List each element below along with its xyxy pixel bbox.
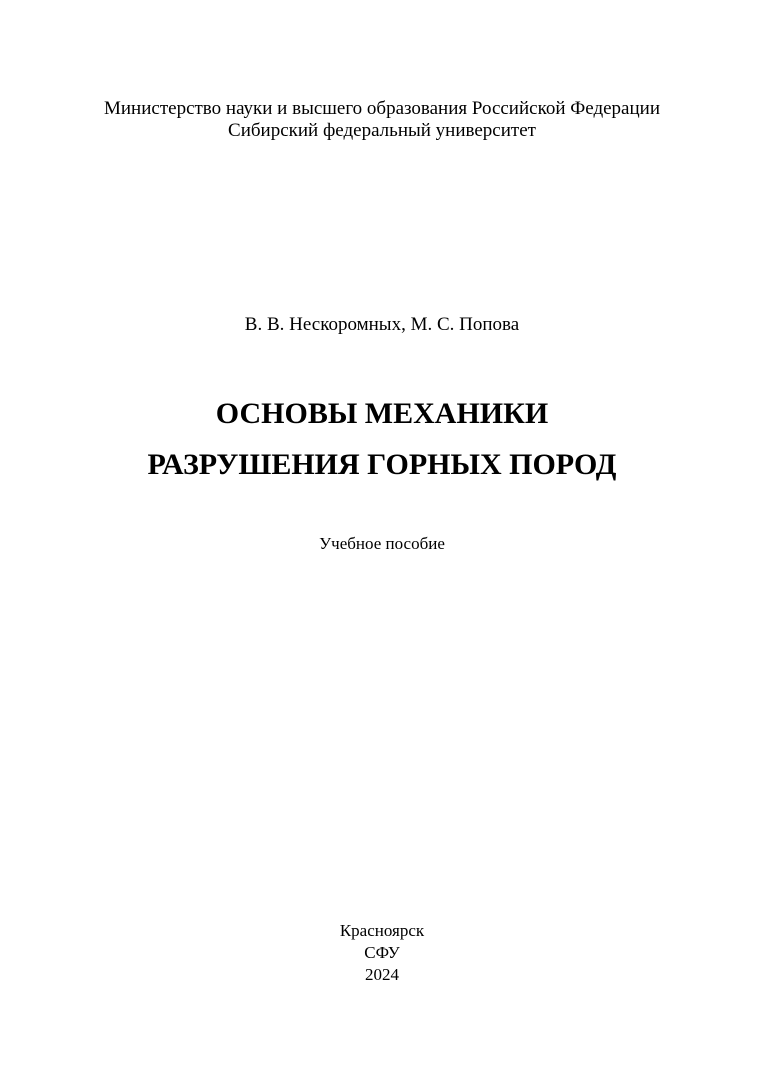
imprint-year: 2024 bbox=[365, 965, 399, 984]
imprint-publisher: СФУ bbox=[364, 943, 400, 962]
book-title-line-1: ОСНОВЫ МЕХАНИКИ bbox=[215, 397, 549, 430]
authors: В. В. Нескоромных, М. С. Попова bbox=[244, 314, 520, 335]
book-title-line-2: РАЗРУШЕНИЯ ГОРНЫХ ПОРОД bbox=[147, 448, 617, 481]
ministry-header: Министерство науки и высшего образования Российской Федерации bbox=[104, 98, 660, 119]
book-subtitle: Учебное пособие bbox=[319, 534, 445, 553]
imprint-city: Красноярск bbox=[339, 921, 425, 940]
university-header: Сибирский федеральный университет bbox=[228, 120, 536, 141]
